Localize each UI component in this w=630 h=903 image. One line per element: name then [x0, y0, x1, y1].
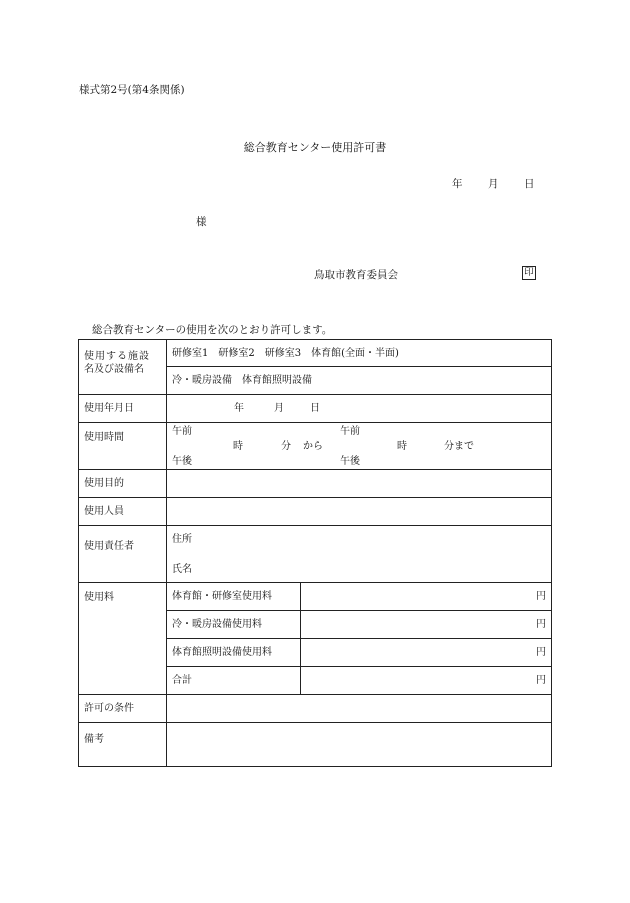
date-day-unit: 日 [310, 403, 320, 414]
issuer-name: 鳥取市教育委員会 [314, 269, 398, 281]
remarks-value [167, 723, 552, 767]
facility-label-cell [79, 340, 167, 395]
issue-date-year: 年 [452, 178, 463, 190]
responsible-address-label: 住所 [172, 534, 192, 545]
people-row [79, 498, 552, 526]
fee-total-label: 合計 [167, 667, 301, 695]
time-value-cell [167, 423, 552, 470]
seal-mark: 印 [522, 266, 536, 280]
conditions-label: 許可の条件 [79, 695, 167, 723]
purpose-label: 使用目的 [79, 470, 167, 498]
fee-label: 使用料 [79, 583, 167, 695]
form-number-label: 様式第2号(第4条関係) [79, 84, 185, 96]
time-end-am: 午前 [340, 426, 360, 437]
facility-row [79, 340, 552, 367]
responsible-name-label: 氏名 [172, 564, 192, 575]
time-start-hour-unit: 時 [233, 441, 243, 452]
date-year-unit: 年 [234, 403, 244, 414]
time-label: 使用時間 [79, 423, 167, 470]
time-until-label: 分まで [444, 441, 474, 452]
addressee-suffix: 様 [196, 216, 207, 228]
time-from-label: から [303, 441, 323, 452]
date-month-unit: 月 [274, 403, 284, 414]
remarks-label: 備考 [79, 723, 167, 767]
document-title: 総合教育センター使用許可書 [243, 141, 387, 154]
date-label: 使用年月日 [79, 395, 167, 423]
people-value [167, 498, 552, 526]
time-end-hour-unit: 時 [397, 441, 407, 452]
fee-item-amount: 円 [301, 611, 552, 639]
facility-label-line1: 使用する施設 [84, 351, 150, 362]
remarks-row [79, 723, 552, 767]
responsible-value-cell [167, 526, 552, 583]
people-label: 使用人員 [79, 498, 167, 526]
responsible-row [79, 526, 552, 583]
issue-date-month: 月 [488, 178, 499, 190]
date-value-cell [167, 395, 552, 423]
permit-form-table [78, 339, 552, 767]
responsible-label: 使用責任者 [79, 526, 167, 583]
purpose-value [167, 470, 552, 498]
facility-equipment-value: 冷・暖房設備 体育館照明設備 [167, 367, 552, 395]
conditions-row [79, 695, 552, 723]
time-row [79, 423, 552, 470]
fee-item-amount: 円 [301, 639, 552, 667]
time-start-pm: 午後 [172, 456, 192, 467]
fee-item-name: 体育館照明設備使用料 [167, 639, 301, 667]
intro-statement: 総合教育センターの使用を次のとおり許可します。 [92, 324, 333, 336]
conditions-value [167, 695, 552, 723]
fee-item-name: 体育館・研修室使用料 [167, 583, 301, 611]
issue-date-day: 日 [524, 178, 535, 190]
time-start-minute-unit: 分 [281, 441, 291, 452]
facility-rooms-value: 研修室1 研修室2 研修室3 体育館(全面・半面) [167, 340, 552, 367]
date-row [79, 395, 552, 423]
purpose-row [79, 470, 552, 498]
fee-row [79, 583, 552, 611]
fee-item-name: 冷・暖房設備使用料 [167, 611, 301, 639]
time-start-am: 午前 [172, 426, 192, 437]
fee-item-amount: 円 [301, 583, 552, 611]
time-end-pm: 午後 [340, 456, 360, 467]
fee-total-amount: 円 [301, 667, 552, 695]
facility-label-line2: 名及び設備名 [84, 364, 144, 375]
